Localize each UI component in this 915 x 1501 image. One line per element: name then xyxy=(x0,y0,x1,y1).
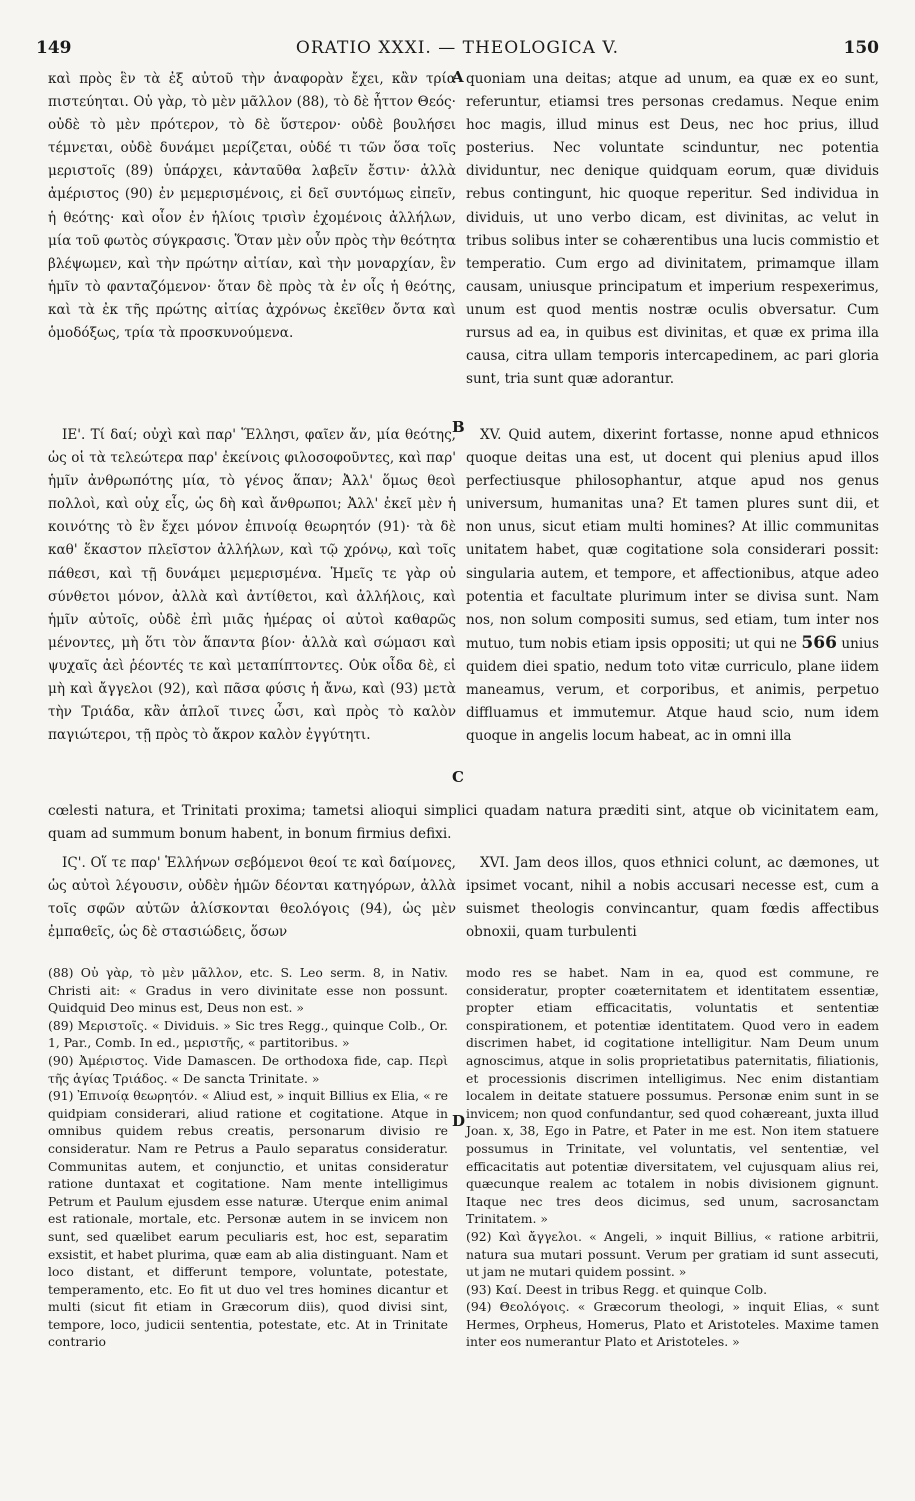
section-marker-b: B xyxy=(452,418,465,436)
latin-paragraph-2: XV. Quid autem, dixerint fortasse, nonne apud ethnicos quoque deitas una est, ut docent qui plenius apud illos perfectiusque philosophantur, atque apud nos genus universum, humanitas una? Et tamen plures sunt dii, et non unus, sicut etiam multi homines? At illic communitas unitatem habet, quæ cogitatione sola considerari possit: singularia autem, et tempore, et affectionibus, atque adeo potentia et facultate plurimum inter se divisa sunt. Nam nos, non solum compositi sumus, sed etiam, tum inter nos mutuo, tum nobis etiam ipsis oppositi; ut qui ne 566 unius quidem diei spatio, nedum toto vitæ curriculo, plane iidem maneamus, verum, et corporibus, et animis, perpetuo diffluamus et immutemur. Atque haud scio, num idem quoque in angelis locum habeat, ac in omni illa xyxy=(466,427,879,745)
footnote-91: (91) Ἐπινοίᾳ θεωρητόν. « Aliud est, » inquit Billius ex Elia, « re quidpiam considerari, aliud ratione et cogitatione. Atque in omnibus quidem rebus creatis, personarum divisio re consideratur. Nam re Petrus a Paulo separatus consideratur. Communitas autem, et conjunctio, et unitas consideratur ratione duntaxat et cogitatione. Nam mente intelligimus Petrum et Paulum ejusdem esse naturæ. Uterque enim animal est rationale, mortale, etc. Personæ autem in se invicem non sunt, sed quælibet earum peculiaris est, hoc est, separatim exsistit, et habet plurima, quæ eam ab alia distinguant. Nam et loco distant, et differunt tempore, voluntate, potestate, temperamento, etc. Eo fit ut duo vel tres homines dicantur et multi (sicut fit etiam in Græcorum diis), quod divisi sint, tempore, loco, judicii sententia, potestate, etc. At in Trinitate contrario xyxy=(48,1088,448,1350)
page-header xyxy=(36,38,879,60)
latin-full-width-continuation: cœlesti natura, et Trinitati proxima; tametsi alioqui simplici quadam natura præditi sint, atque ob vicinitatem eam, quam ad summum bonum habent, in bonum firmius defixi. xyxy=(48,803,879,843)
page-number-right: 150 xyxy=(843,38,879,58)
latin-paragraph-1: quoniam una deitas; atque ad unum, ea quæ ex eo sunt, referuntur, etiamsi tres personas credamus. Neque enim hoc magis, illud minus est Deus, nec hoc prius, illud posterius. Nec voluntate scinduntur, nec potentia dividuntur, nec denique quidquam eorum, quæ dividuis rebus contingunt, hic quoque reperitur. Sed individua in dividuis, ut uno verbo dicam, est divinitas, ac velut in tribus solibus inter se cohærentibus una lucis commistio et temperatio. Cum ergo ad divinitatem, primamque illam causam, uniusque principatum et imperium respexerimus, unum est quod mentis nostræ oculis obversatur. Cum rursus ad ea, in quibus est divinitas, et quæ ex prima illa causa, citra ullam temporis intercapedinem, ac pari gloria sunt, tria sunt quæ adorantur. xyxy=(466,71,879,388)
footnote-92: (92) Καὶ ἄγγελοι. « Angeli, » inquit Billius, « ratione arbitrii, natura sua mutari possunt. Verum per gratiam id sunt assecuti, ut jam ne mutari quidem possint. » xyxy=(466,1228,879,1280)
footnotes-left xyxy=(48,964,448,1474)
footnote-89: (89) Μεριστοῖς. « Dividuis. » Sic tres Regg., quinque Colb., Or. 1, Par., Comb. In ed., μεριστῆς, « partitoribus. » xyxy=(48,1017,448,1051)
greek-paragraph-2: ΙΕ'. Τί δαί; οὐχὶ καὶ παρ' Ἕλλησι, φαῖεν ἄν, μία θεότης, ὡς οἱ τὰ τελεώτερα παρ' ἐκείνοις φιλοσοφοῦντες, καὶ παρ' ἡμῖν ἀνθρωπότης μία, τὸ γένος ἅπαν; Ἀλλ' ὅμως θεοὶ πολλοὶ, καὶ οὐχ εἷς, ὡς δὴ καὶ ἄνθρωποι; Ἀλλ' ἐκεῖ μὲν ἡ κοινότης τὸ ἓν ἔχει μόνον ἐπινοίᾳ θεωρητόν (91)· τὰ δὲ καθ' ἕκαστον πλεῖστον ἀλλήλων, καὶ τῷ χρόνῳ, καὶ τοῖς πάθεσι, καὶ τῇ δυνάμει μεμερισμένα. Ἡμεῖς τε γὰρ οὐ σύνθετοι μόνον, ἀλλὰ καὶ ἀντίθετοι, καὶ ἀλλήλοις, καὶ ἡμῖν αὐτοῖς, οὐδὲ ἐπὶ μιᾶς ἡμέρας οἱ αὐτοὶ καθαρῶς μένοντες, μὴ ὅτι τὸν ἅπαντα βίον· ἀλλὰ καὶ σώμασι καὶ ψυχαῖς ἀεὶ ῥέοντές τε καὶ μεταπίπτοντες. Οὐκ οἶδα δὲ, εἰ μὴ καὶ ἄγγελοι (92), καὶ πᾶσα φύσις ἡ ἄνω, καὶ (93) μετὰ τὴν Τριάδα, κἂν ἁπλοῖ τινες ὦσι, καὶ πρὸς τὸ καλὸν παγιώτεροι, τῇ πρὸς τὸ ἄκρον καλὸν ἐγγύτητι. xyxy=(48,427,456,744)
column-number: 566 xyxy=(801,632,837,653)
footnote-90: (90) Ἀμέριστος. Vide Damascen. De orthodoxa fide, cap. Περὶ τῆς ἁγίας Τριάδος. « De sancta Trinitate. » xyxy=(48,1052,448,1086)
footnotes-right xyxy=(466,964,879,1474)
section-marker-c: C xyxy=(452,768,464,786)
section-marker-d: D xyxy=(452,1112,466,1130)
greek-paragraph-1: καὶ πρὸς ἓν τὰ ἐξ αὐτοῦ τὴν ἀναφορὰν ἔχει, κἂν τρία πιστεύηται. Οὐ γὰρ, τὸ μὲν μᾶλλον (88), τὸ δὲ ἧττον Θεός· οὐδὲ τὸ μὲν πρότερον, τὸ δὲ ὕστερον· οὐδὲ βουλήσει τέμνεται, οὐδὲ δυνάμει μερίζεται, οὐδέ τι τῶν ὅσα τοῖς μεριστοῖς (89) ὑπάρχει, κἀνταῦθα λαβεῖν ἔστιν· ἀλλὰ ἀμέριστος (90) ἐν μεμερισμένοις, εἰ δεῖ συντόμως εἰπεῖν, ἡ θεότης· καὶ οἷον ἐν ἡλίοις τρισὶν ἐχομένοις ἀλλήλων, μία τοῦ φωτὸς σύγκρασις. Ὅταν μὲν οὖν πρὸς τὴν θεότητα βλέψωμεν, καὶ τὴν πρώτην αἰτίαν, καὶ τὴν μοναρχίαν, ἓν ἡμῖν τὸ φανταζόμενον· ὅταν δὲ πρὸς τὰ ἐν οἷς ἡ θεότης, καὶ τὰ ἐκ τῆς πρώτης αἰτίας ἀχρόνως ἐκεῖθεν ὄντα καὶ ὁμοδόξως, τρία τὰ προσκυνούμενα. xyxy=(48,71,456,342)
page-number-left: 149 xyxy=(36,38,72,58)
footnote-93: (93) Καί. Deest in tribus Regg. et quinque Colb. xyxy=(466,1281,768,1297)
footnote-91-continued: modo res se habet. Nam in ea, quod est commune, re consideratur, propter coæternitatem et identitatem essentiæ, propter etiam efficacitatis, voluntatis et sententiæ conspirationem, et potentiæ identitatem. Quod vero in eadem discrimen habet, id cogitatione intelligitur. Nam Deum unum agnoscimus, atque in solis proprietatibus paternitatis, filiationis, et processionis discrimen intelligimus. Nec enim distantiam localem in deitate statuere possumus. Personæ enim sunt in se invicem; non quod confundantur, sed quod cohæreant, juxta illud Joan. x, 38, Ego in Patre, et Pater in me est. Non item statuere possumus in Trinitate, vel voluntatis, vel sententiæ, vel efficacitatis aut potentiæ diversitatem, vel cujusquam alius rei, quæcunque realem ac totalem in nobis divisionem gignunt. Itaque nec tres deos dicimus, sed unum, sacrosanctam Trinitatem. » xyxy=(466,965,879,1227)
latin-paragraph-3: XVI. Jam deos illos, quos ethnici colunt, ac dæmones, ut ipsimet vocant, nihil a nobis accusari necesse est, cum a suismet theologis convincantur, quam fœdis affectibus obnoxii, quam turbulenti xyxy=(466,855,879,941)
footnote-88: (88) Οὐ γὰρ, τὸ μὲν μᾶλλον, etc. S. Leo serm. 8, in Nativ. Christi ait: « Gradus in vero divinitate esse non possunt. Quidquid Deo minus est, Deus non est. » xyxy=(48,965,448,1016)
greek-paragraph-3: ΙϚ'. Οἵ τε παρ' Ἑλλήνων σεβόμενοι θεοί τε καὶ δαίμονες, ὡς αὐτοὶ λέγουσιν, οὐδὲν ἡμῶν δέονται κατηγόρων, ἀλλὰ τοῖς σφῶν αὐτῶν ἁλίσκονται θεολόγοις (94), ὡς μὲν ἐμπαθεῖς, ὡς δὲ στασιώδεις, ὅσων xyxy=(48,855,456,941)
running-title: ORATIO XXXI. — THEOLOGICA V. xyxy=(295,38,620,58)
footnote-94: (94) Θεολόγοις. « Græcorum theologi, » inquit Elias, « sunt Hermes, Orpheus, Homerus, Plato et Aristoteles. Maxime tamen inter eos numerantur Plato et Aristoteles. » xyxy=(466,1299,879,1350)
section-marker-a: A xyxy=(452,68,464,86)
